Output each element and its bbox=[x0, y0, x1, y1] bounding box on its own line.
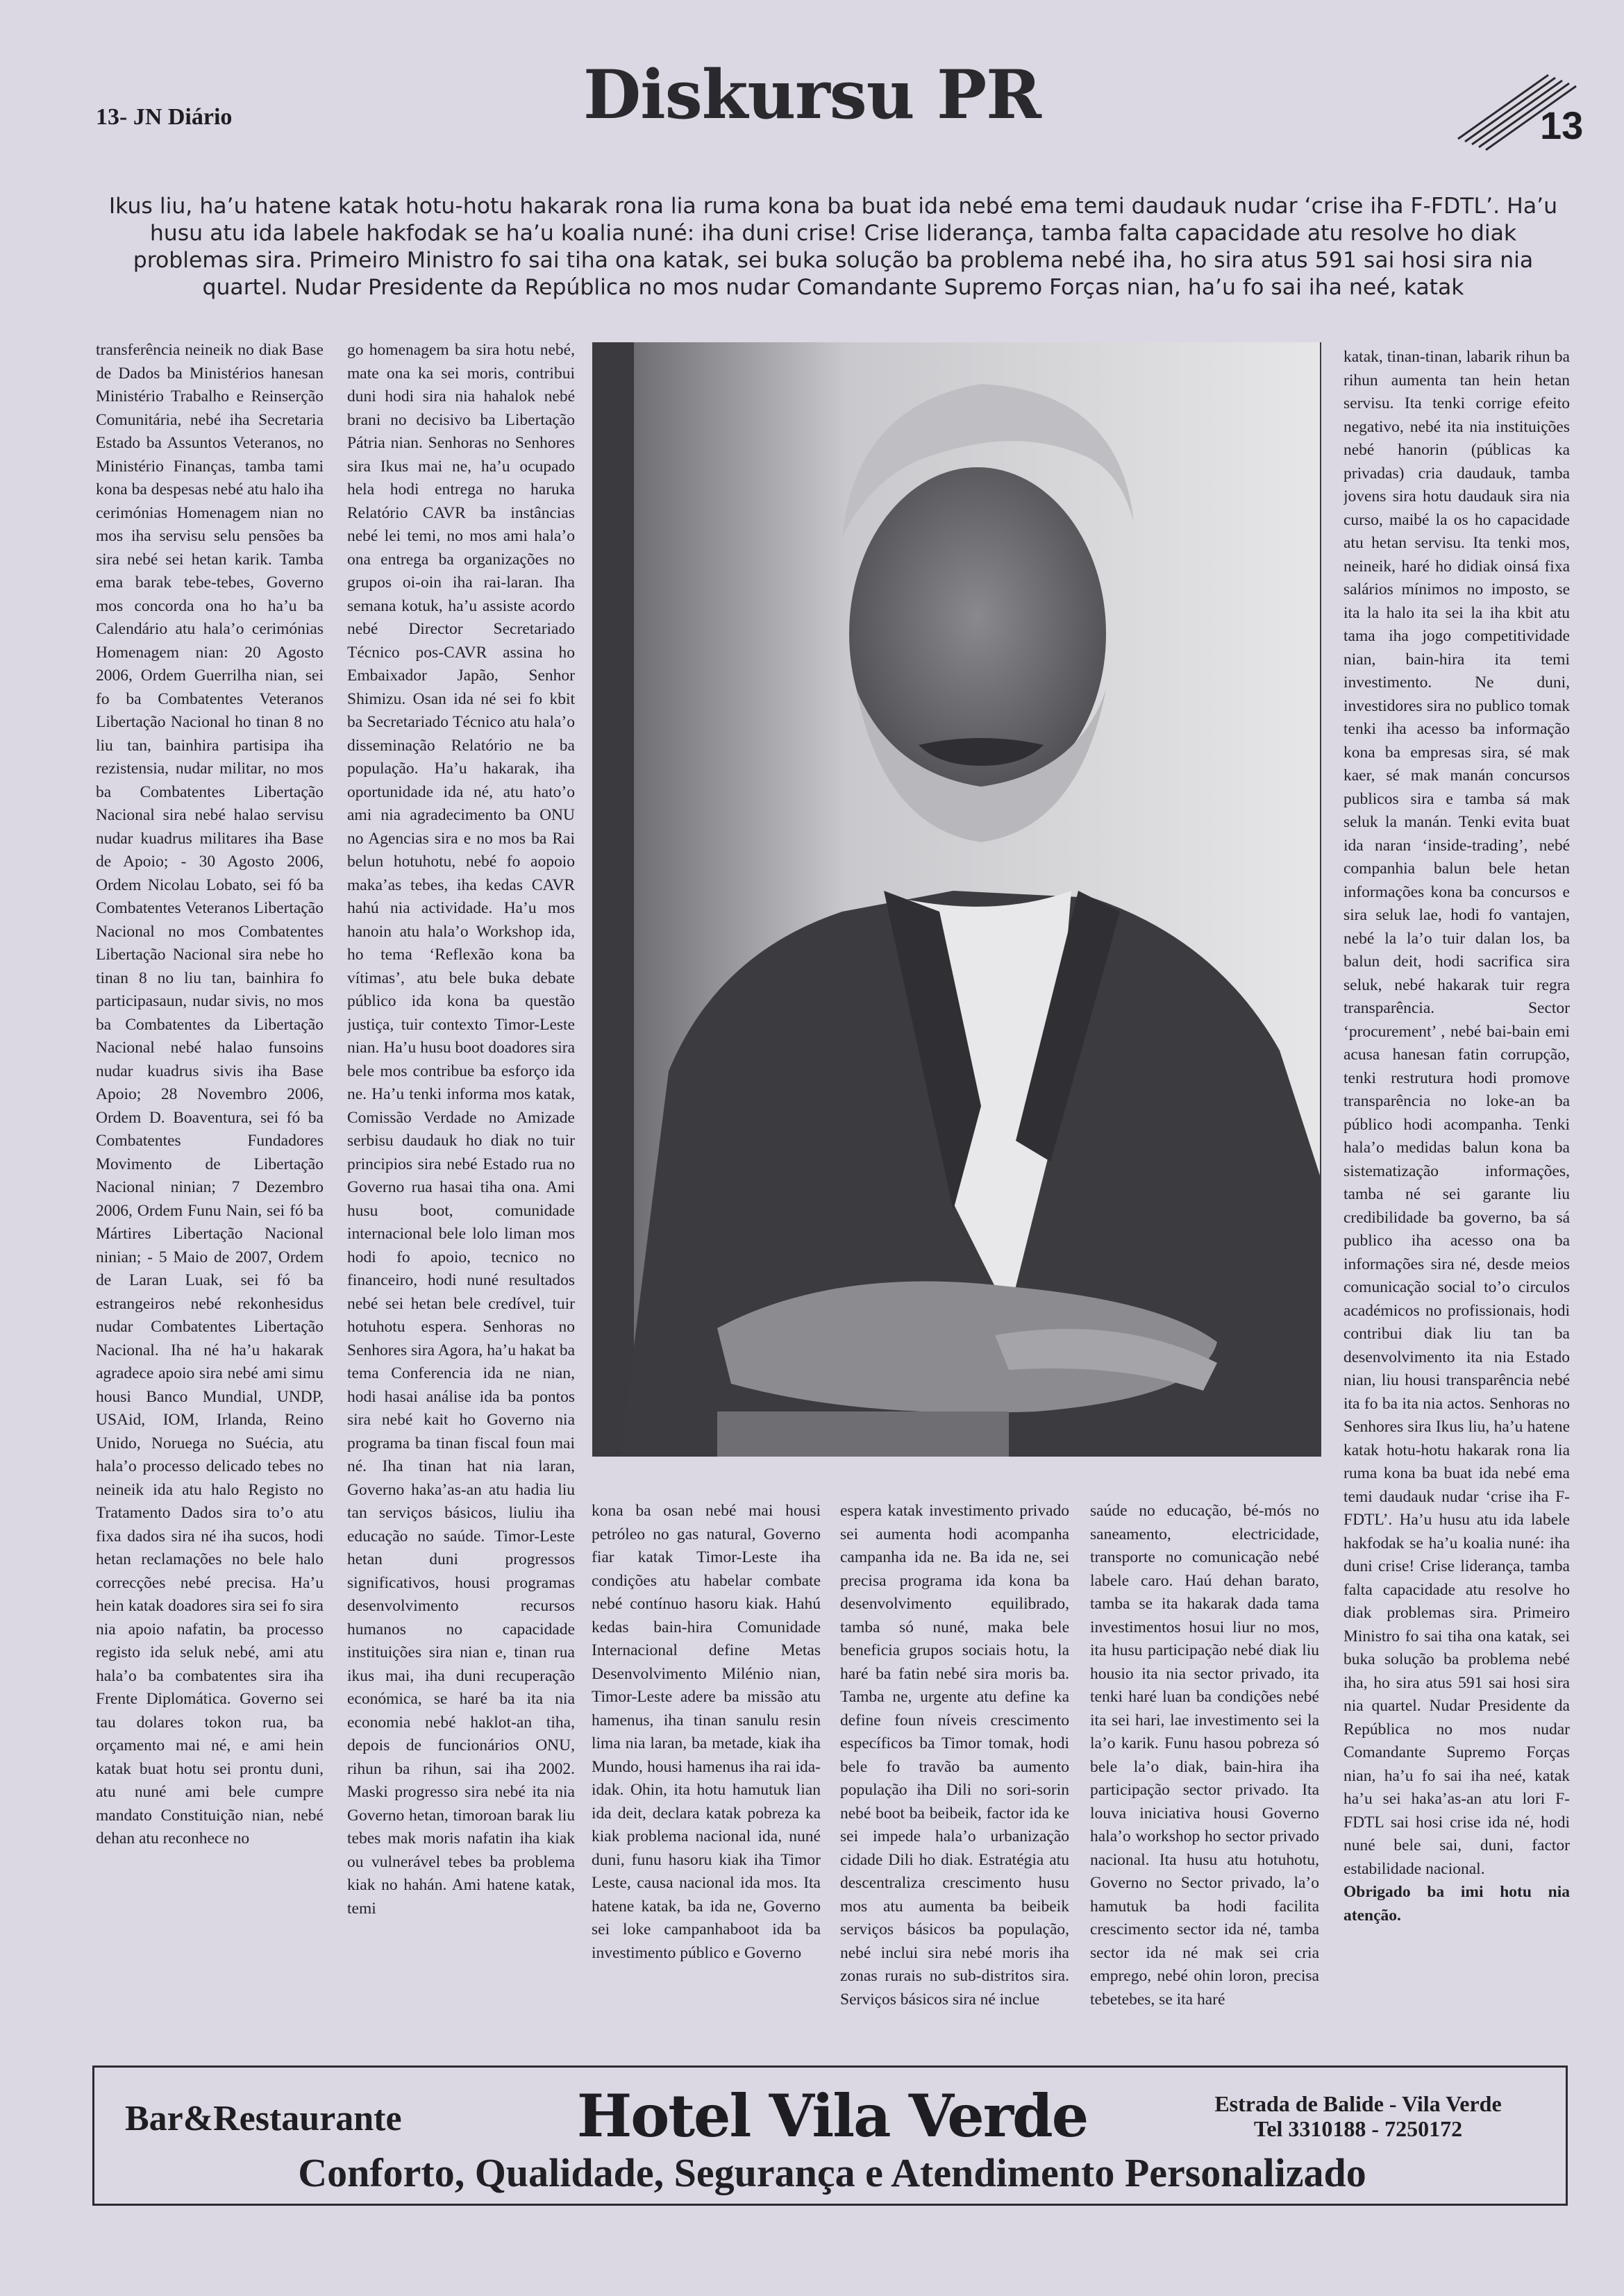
column-text: go homenagem ba sira hotu nebé, mate ona ka sei moris, contribui duni hodi sira nia hahalok nebé brani no decisivo ba Libertação Pátria nian. Senhoras no Senhores sira Ikus mai ne, ha’u ocupado hela hodi entrega no haruka Relatório CAVR ba instâncias nebé lei temi, no mos ami hala’o ona entrega ba organizações no grupos oi-oin iha rai-laran. Iha semana kotuk, ha’u assiste acordo nebé Director Secretariado Técnico pos-CAVR assina ho Embaixador Japão, Senhor Shimizu. Osan ida né sei fo kbit ba Secretariado Técnico atu hala’o disseminação Relatório ne ba população. Ha’u hakarak, iha oportunidade ida né, atu hato’o ami nia agradecimento ba ONU no Agencias sira e no mos ba Rai belun hotuhotu, nebé fo aopoio maka’as tebes, iha kedas CAVR hahú nia actividade. Ha’u mos hanoin atu hala’o Workshop ida, ho tema ‘Reflexão kona ba vítimas’, atu bele buka debate público ida kona ba questão justiça, tuir contexto Timor-Leste nian. Ha’u husu boot doadores sira bele mos contribue ba esforço ida ne. Ha’u tenki informa mos katak, Comissão Verdade no Amizade serbisu daudauk ho diak no tuir principios sira nebé Estado rua no Governo rua hasai tiha ona. Ami husu boot, comunidade internacional bele lolo liman mos hodi fo apoio, tecnico no financeiro, hodi nuné resultados nebé sei hetan bele credível, tuir hotuhotu espera. Senhoras no Senhores sira Agora, ha’u hakat ba tema Conferencia ida ne nian, hodi hasai análise ida ba pontos sira nebé kait ho Governo nia programa ba tinan fiscal foun mai né. Iha tinan hat nia laran, Governo haka’as-an atu hadia liu tan serviços básicos, liuliu iha educação no saúde. Timor-Leste hetan duni progressos significativos, housi programas desenvolvimento recursos humanos no capacidade instituições sira nian e, tinan rua ikus mai, iha duni recuperação económica, se haré ba ita nia economia nebé haklot-an tiha, depois de funcionários ONU, rihun ba rihun, sai iha 2002. Maski progresso sira nebé ita nia Governo hetan, timoroan barak liu tebes mak moris nafatin iha kiak ou vulnerável tebes ba problema kiak no hahán. Ami hatene katak, temi bbox=[347, 341, 575, 1918]
closing-line: Obrigado ba imi hotu nia atenção. bbox=[1343, 1883, 1570, 1925]
column-text: transferência neineik no diak Base de Dados ba Ministérios hanesan Ministério Trabalho e Reinserção Comunitária, nebé iha Secretaria Estado ba Assuntos Veteranos, no Ministério Finanças, tamba tami kona ba despesas nebé atu halo iha cerimónias Homenagem nian no mos iha servisu selu pensões ba sira nebé sei hetan karik. Tamba ema barak tebe-tebes, Governo mos concorda ona ho ha’u ba Calendário atu hala’o cerimónias Homenagem nian: 20 Agosto 2006, Ordem Guerrilha nian, sei fo ba Combatentes Veteranos Libertação Nacional ho tinan 8 no liu tan, bainhira partisipa iha rezistensia, nudar militar, no mos ba Combatentes Libertação Nacional sira nebé halao servisu nudar kuadrus militares iha Base de Apoio; - 30 Agosto 2006, Ordem Nicolau Lobato, sei fó ba Combatentes Veteranos Libertação Nacional no mos Combatentes Libertação Nacional sira nebe ho tinan 8 no liu tan, bainhira fo participasaun, nudar sivis, no mos ba Combatentes da Libertação Nacional nebé halao funsoins nudar kuadrus sivis iha Base Apoio; 28 Novembro 2006, Ordem D. Boaventura, sei fó ba Combatentes Fundadores Movimento de Libertação Nacional ninian; 7 Dezembro 2006, Ordem Funu Nain, sei fó ba Mártires Libertação Nacional ninian; - 5 Maio de 2007, Ordem de Laran Luak, sei fó ba estrangeiros nebé rekonhesidus nudar Combatentes Libertação Nacional. Iha né ha’u hakarak agradece apoio sira nebé ami simu housi Banco Mundial, UNDP, USAid, IOM, Irlanda, Reino Unido, Noruega no Suécia, atu hala’o processo delicado tebes no neineik ida atu halo Registo no Tratamento Dados sira to’o atu fixa dados sira né iha sucos, hodi hetan reclamações no bele halo correcções nebé precisa. Ha’u hein katak doadores sira sei fo sira nia apoio nafatin, ba processo registo ida seluk nebé, ami atu hala’o ba combatentes sira iha Frente Diplomática. Governo sei tau dolares tokon rua, ba orçamento mai né, e ami hein katak buat hotu sei prontu duni, atu nuné ami bele cumpre mandato Constituição nian, nebé dehan atu reconhece no bbox=[96, 341, 324, 1847]
article-column-1 bbox=[96, 339, 324, 2064]
ad-contact bbox=[1184, 2091, 1532, 2141]
ad-phone: Tel 3310188 - 7250172 bbox=[1253, 2116, 1463, 2141]
ad-tagline: Conforto, Qualidade, Segurança e Atendimento Personalizado bbox=[298, 2150, 1366, 2195]
page-number: 13 bbox=[1540, 103, 1584, 147]
article-column-6 bbox=[1343, 346, 1570, 2064]
ad-address: Estrada de Balide - Vila Verde bbox=[1214, 2091, 1502, 2116]
page-folio: 13- JN Diário bbox=[96, 104, 233, 130]
ad-hotel-name: Hotel Vila Verde bbox=[576, 2081, 1088, 2150]
article-column-2 bbox=[347, 339, 575, 2064]
ad-bar-restaurant-label: Bar&Restaurante bbox=[125, 2099, 402, 2138]
portrait-photo bbox=[592, 342, 1321, 1457]
column-text: katak, tinan-tinan, labarik rihun ba rihun aumenta tan hein hetan servisu. Ita tenki corrige efeito negativo, nebé ita nia instituições nebé hanorin (públicas ka privadas) cria daudauk, tamba jovens sira hotu daudauk sira nia curso, maibé la os ho capacidade atu hetan servisu. Ita tenki mos, neineik, haré ho didiak oinsá fixa salários mínimos no imposto, se ita la halo ita sei la iha kbit atu tama iha jogo competitividade nian, bain-hira ita temi investimento. Ne duni, investidores sira no publico tomak tenki iha acesso ba informação kona ba empresas sira, sé mak kaer, sé mak manán concursos publicos sira e tamba sá mak seluk la manán. Tenki evita buat ida naran ‘inside-trading’, nebé companhia balun bele hetan informações kona ba concursos e sira seluk lae, hodi fo vantajen, nebé la la’o tuir dalan los, ba balun deit, hodi sacrifica sira seluk, nebé hakarak tuir regra transparência. Sector ‘procurement’ , nebé bai-bain emi acusa hanesan fatin corrupção, tenki restrutura hodi promove transparência no loke-an ba público hodi acompanha. Tenki hala’o medidas balun kona ba sistematização informações, tamba né sei garante liu credibilidade ba governo, ba sá publico iha acesso ona ba informações sira né, desde meios comunicação social to’o circulos académicos no profissionais, hodi contribui diak liu tan ba desenvolvimento ita nia Estado nian, liu housi transparência nebé ita fo ba ita nia actos. Senhoras no Senhores sira Ikus liu, ha’u hatene katak hotu-hotu hakarak rona lia ruma kona ba buat ida nebé ema temi daudauk nudar ‘crise iha F-FDTL’. Ha’u husu atu ida labele hakfodak se ha’u koalia nuné: iha duni crise! Crise liderança, tamba falta capacidade atu resolve ho diak problemas sira. Primeiro Ministro fo sai tiha ona katak, sei buka solução ba problema nebé iha, ho sira atus 591 sai hosi sira nia quartel. Nudar Presidente da República no mos nudar Comandante Supremo Forças nian, ha’u fo sai iha neé, katak ha’u sei haka’as-an atu lori F-FDTL sai hosi crise ida né, hodi nuné bele sai, duni, factor estabilidade nacional. bbox=[1343, 348, 1570, 1878]
hotel-advertisement bbox=[92, 2065, 1568, 2206]
column-text: kona ba osan nebé mai housi petróleo no gas natural, Governo fiar katak Timor-Leste iha condições atu habelar combate nebé contínuo hasoru kiak. Hahú kedas bain-hira Comunidade Internacional define Metas Desenvolvimento Milénio nian, Timor-Leste adere ba missão atu hamenus, iha tinan sanulu resin lima nia laran, ba metade, kiak iha Mundo, housi hamenus iha rai ida-idak. Ohin, ita hotu hamutuk lian ida deit, declara katak pobreza ka kiak problema nacional ida, nuné duni, funu hasoru kiak iha Timor Leste, causa nacional ida mos. Ita hatene katak, ba ida ne, Governo sei loke campanhaboot ida ba investimento público e Governo bbox=[592, 1502, 821, 1962]
article-column-5 bbox=[1090, 1500, 1319, 2065]
section-title: Diskursu PR bbox=[583, 56, 1041, 134]
column-text: saúde no educação, bé-mós no saneamento, electricidade, transporte no comunicação nebé labele caro. Haú dehan barato, tamba se ita hakarak dada tama investimentos hosui liur no mos, ita husu participação nebé diak liu housio ita nia sector privado, ita tenki haré luan ba condições nebé ita sei hari, lae investimento sei la la’o karik. Funu hasou pobreza só bele la’o diak, bain-hira iha participação sector privado. Ita louva iniciativa housi Governo hala’o workshop ho sector privado nacional. Ita husu atu hotuhotu, Governo no Sector privado, la’o hamutuk ba hodi facilita crescimento sector ida né, tamba sector ida né mak sei cria emprego, nebé ohin loron, precisa tebetebes, se ita haré bbox=[1090, 1502, 1319, 2009]
column-text: espera katak investimento privado sei aumenta hodi acompanha campanha ida ne. Ba ida ne, sei precisa programa ida kona ba desenvolvimento equilibrado, tamba só nuné, maka bele beneficia grupos sociais hotu, la haré ba fatin nebé sira moris ba. Tamba ne, urgente atu define ka define foun níveis crescimento específicos ba Timor tomak, hodi bele fo travão ba aumento população iha Dili no sori-sorin nebé boot ba beibeik, factor ida ke sei impede hala’o urbanização cidade Dili ho diak. Estratégia atu descentraliza crescimento husu mos atu aumenta ba beibeik serviços básicos ba população, nebé inclui sira nebé moris iha zonas rurais no sub-distritos sira. Serviços básicos sira né inclue bbox=[840, 1502, 1069, 2009]
pull-quote: Ikus liu, ha’u hatene katak hotu-hotu hakarak rona lia ruma kona ba buat ida nebé ema temi daudauk nudar ‘crise iha F-FDTL’. Ha’u husu atu ida labele hakfodak se ha’u koalia nuné: iha duni crise! Crise liderança, tamba falta capacidade atu resolve ho diak problemas sira. Primeiro Ministro fo sai tiha ona katak, sei buka solução ba problema nebé iha, ho sira atus 591 sai hosi sira nia quartel. Nudar Presidente da República no mos nudar Comandante Supremo Forças nian, ha’u fo sai iha neé, katak bbox=[108, 194, 1558, 300]
article-column-3 bbox=[592, 1500, 821, 2065]
article-column-4 bbox=[840, 1500, 1069, 2065]
